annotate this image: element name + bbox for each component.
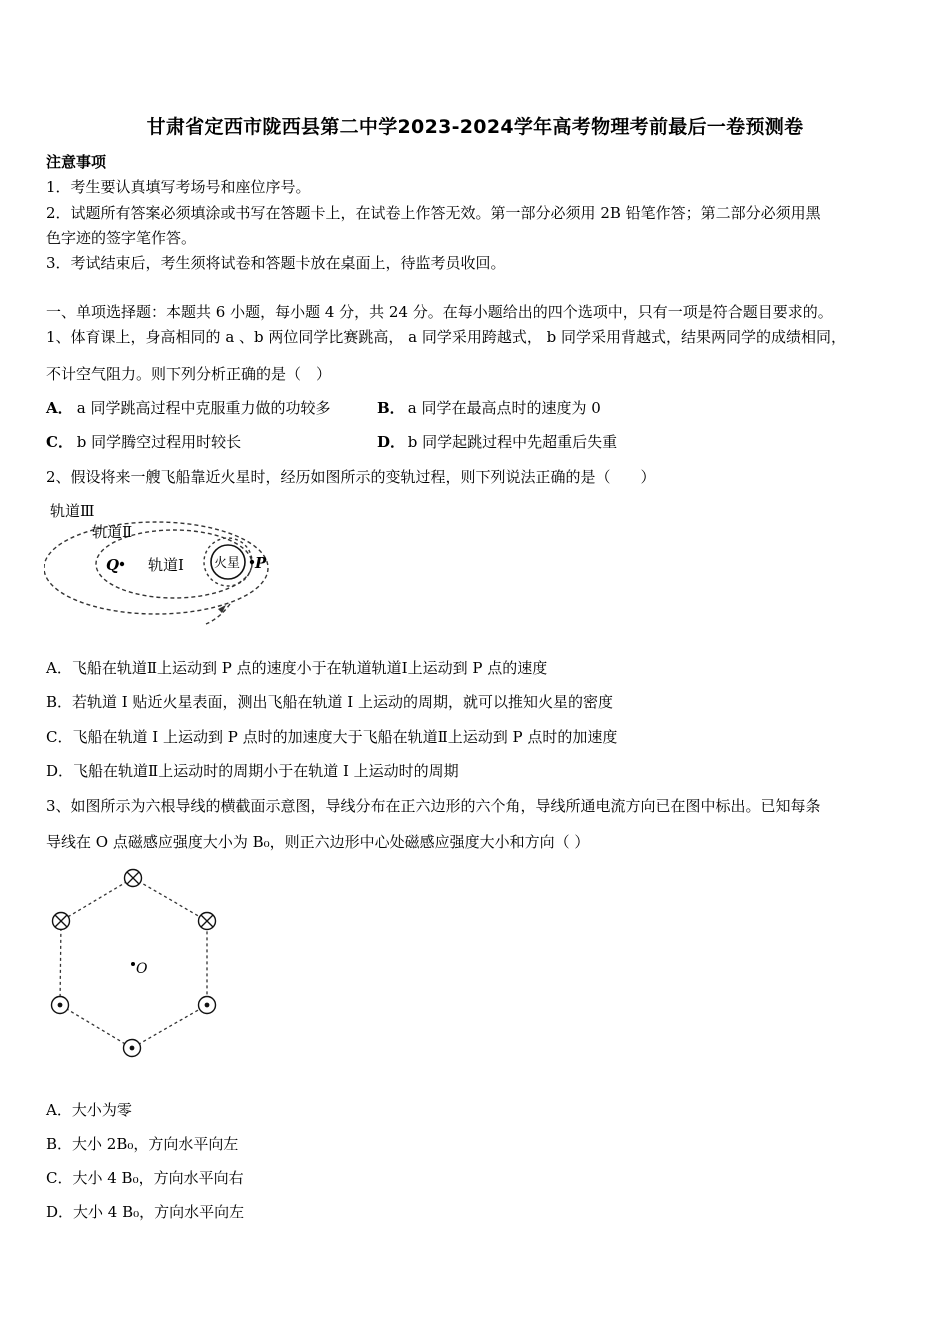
notice-item-3: 3．考试结束后，考生须将试卷和答题卡放在桌面上，待监考员收回。 [46, 254, 506, 272]
q3-stem-line-2: 导线在 O 点磁感应强度大小为 B₀，则正六边形中心处磁感应强度大小和方向（ ） [46, 833, 590, 851]
q3-option-d[interactable]: D．大小 4 B₀，方向水平向左 [46, 1203, 245, 1221]
wire-into-page-icon [199, 913, 216, 930]
point-q-dot [120, 562, 124, 566]
q2-stem: 2、假设将来一艘飞船靠近火星时，经历如图所示的变轨过程，则下列说法正确的是（ ） [46, 468, 656, 486]
notice-item-2-line-2: 色字迹的签字笔作答。 [46, 229, 197, 247]
point-q-label: Q [106, 556, 120, 574]
option-text: b 同学腾空过程用时较长 [72, 433, 242, 451]
option-label: D． [377, 433, 406, 451]
wire-out-of-page-icon [52, 997, 69, 1014]
option-label: C． [46, 433, 73, 451]
center-dot [131, 962, 135, 966]
option-label: A． [46, 399, 73, 417]
q2-option-d[interactable]: D．飞船在轨道Ⅱ上运动时的周期小于在轨道 I 上运动时的周期 [46, 762, 459, 780]
approach-path [206, 604, 230, 624]
q3-option-c[interactable]: C．大小 4 B₀，方向水平向右 [46, 1169, 244, 1187]
point-p-dot [250, 560, 254, 564]
q3-option-b[interactable]: B．大小 2B₀，方向水平向左 [46, 1135, 239, 1153]
q3-stem-line-1: 3、如图所示为六根导线的横截面示意图，导线分布在正六边形的六个角，导线所通电流方向已在图中标出。已知每条 [46, 797, 821, 815]
orbit-2-label: 轨道Ⅱ [92, 523, 133, 541]
q1-stem-line-1: 1、体育课上，身高相同的 a 、b 两位同学比赛跳高， a 同学采用跨越式， b 同学采用背越式，结果两同学的成绩相同， [46, 328, 847, 346]
hexagon-diagram [44, 866, 224, 1062]
option-label: B． [377, 399, 405, 417]
wire-out-of-page-icon [124, 1040, 141, 1057]
orbit-3-label: 轨道Ⅲ [50, 502, 95, 520]
wire-into-page-icon [125, 870, 142, 887]
q1-stem-line-2: 不计空气阻力。则下列分析正确的是（ ） [46, 365, 332, 383]
orbit-diagram [44, 492, 284, 630]
option-text: a 同学跳高过程中克服重力做的功较多 [72, 399, 331, 417]
option-text: b 同学起跳过程中先超重后失重 [403, 433, 618, 451]
notice-item-1: 1．考生要认真填写考场号和座位序号。 [46, 178, 311, 196]
q2-option-a[interactable]: A．飞船在轨道Ⅱ上运动到 P 点的速度小于在轨道轨道Ⅰ上运动到 P 点的速度 [46, 659, 548, 677]
q1-option-b[interactable] [377, 398, 601, 418]
wire-into-page-icon [53, 913, 70, 930]
option-text: a 同学在最高点时的速度为 0 [403, 399, 601, 417]
q1-option-c[interactable] [46, 432, 241, 452]
document-title: 甘肃省定西市陇西县第二中学2023-2024学年高考物理考前最后一卷预测卷 [146, 116, 804, 138]
notice-heading: 注意事项 [46, 153, 107, 171]
wire-out-of-page-icon [199, 997, 216, 1014]
q1-option-d[interactable] [377, 432, 617, 452]
q2-option-c[interactable]: C．飞船在轨道 I 上运动到 P 点时的加速度大于飞船在轨道Ⅱ上运动到 P 点时的加速度 [46, 728, 618, 746]
section-1-heading: 一、单项选择题：本题共 6 小题，每小题 4 分，共 24 分。在每小题给出的四个选项中，只有一项是符合题目要求的。 [46, 303, 833, 321]
planet-label: 火星 [214, 556, 241, 571]
orbit-1-label: 轨道Ⅰ [148, 556, 184, 574]
center-label: O [136, 961, 148, 977]
notice-item-2-line-1: 2．试题所有答案必须填涂或书写在答题卡上，在试卷上作答无效。第一部分必须用 2B 铅笔作答；第二部分必须用黑 [46, 204, 821, 222]
q3-option-a[interactable]: A．大小为零 [46, 1101, 132, 1119]
point-p-label: P [255, 554, 267, 572]
q2-option-b[interactable]: B．若轨道 I 贴近火星表面，测出飞船在轨道 I 上运动的周期，就可以推知火星的密度 [46, 693, 613, 711]
q1-option-a[interactable] [46, 398, 330, 418]
